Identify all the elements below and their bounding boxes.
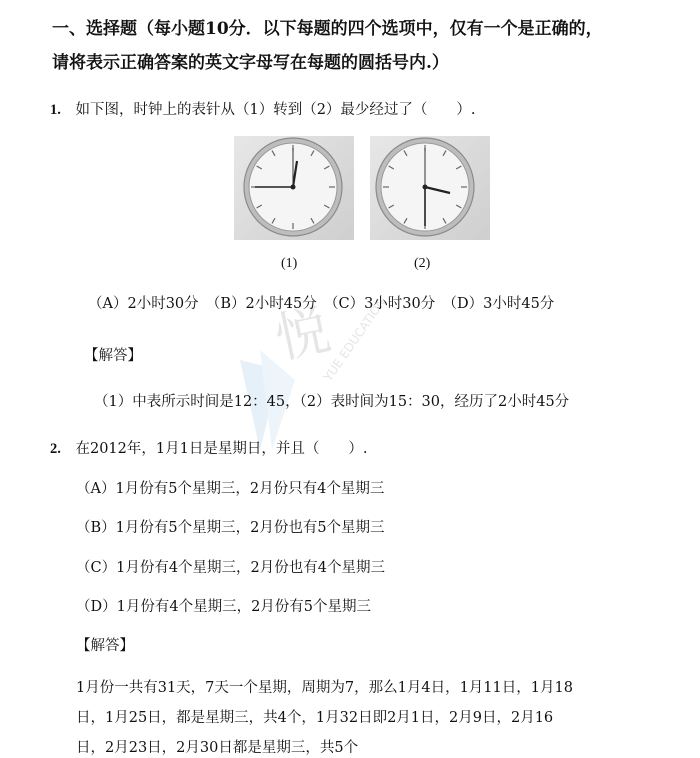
clock-1-label: (1) [281, 256, 298, 271]
q1-number: 1. [50, 102, 61, 118]
q1-stem: 如下图，时钟上的表针从（1）转到（2）最少经过了（ ）. [75, 102, 476, 118]
q2-answer-line1: 1月份一共有31天，7天一个星期，周期为7，那么1月4日，1月11日，1月18 [76, 680, 573, 696]
clock-2-face [370, 136, 490, 240]
q1-answer: （1）中表所示时间是12：45，（2）表时间为15：30，经历了2小时45分 [94, 394, 570, 410]
q2-number: 2. [50, 441, 61, 457]
q2-option-d: （D）1月份有4个星期三，2月份有5个星期三 [76, 599, 372, 615]
section-title-line1: 一、选择题（每小题10分．以下每题的四个选项中，仅有一个是正确的， [52, 19, 603, 39]
q2-option-b: （B）1月份有5个星期三，2月份也有5个星期三 [76, 520, 385, 536]
clock-2-label: (2) [414, 256, 431, 271]
clock-1-image [234, 136, 354, 240]
watermark-en: YUE EDUCATION [320, 300, 389, 384]
clock-1-face [234, 136, 354, 240]
q2-stem: 在2012年，1月1日是星期日，并且（ ）. [75, 441, 368, 457]
q2-answer-label: 【解答】 [76, 638, 134, 654]
q2-stem-row [50, 437, 367, 458]
q1-answer-label: 【解答】 [84, 348, 142, 364]
q2-option-a: （A）1月份有5个星期三，2月份只有4个星期三 [76, 481, 385, 497]
watermark-cn: 悦 [269, 300, 336, 371]
clock-2-image [370, 136, 490, 240]
q2-answer-line3: 日，2月23日，2月30日都是星期三，共5个 [76, 740, 359, 756]
q2-answer-line2: 日，1月25日，都是星期三，共4个，1月32日即2月1日，2月9日，2月16 [76, 710, 554, 726]
section-title-line2: 请将表示正确答案的英文字母写在每题的圆括号内.） [52, 53, 449, 73]
q1-stem-row [50, 98, 476, 119]
q2-option-c: （C）1月份有4个星期三，2月份也有4个星期三 [76, 560, 385, 576]
q1-options: （A）2小时30分 （B）2小时45分 （C）3小时30分 （D）3小时45分 [88, 296, 555, 312]
